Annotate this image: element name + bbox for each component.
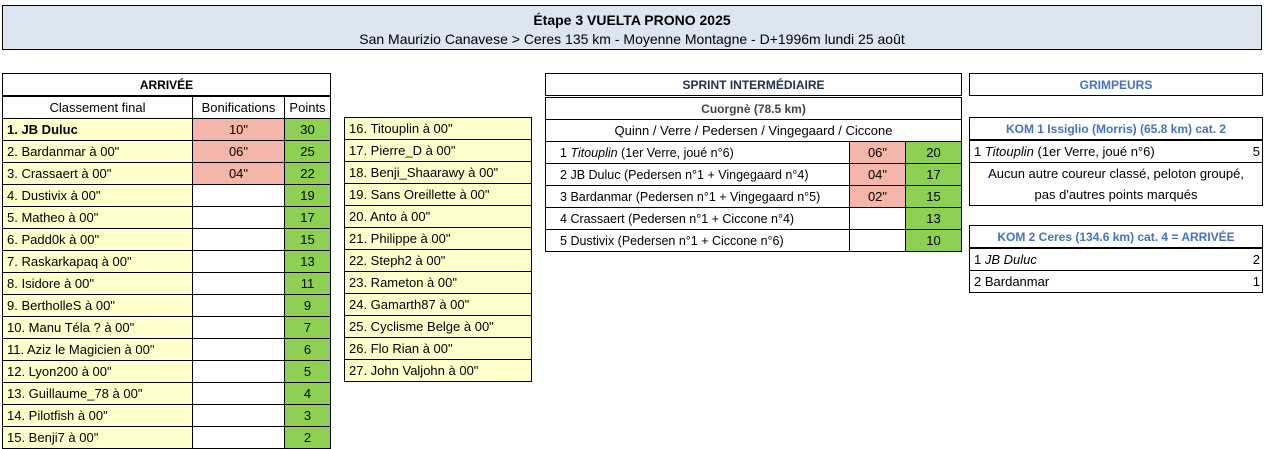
arrivee-row xyxy=(3,251,331,273)
sprint-rider: Dustivix xyxy=(570,233,615,248)
arrivee-rider: 20. Anto à 00" xyxy=(345,206,532,228)
stage-header xyxy=(2,5,1262,50)
kom1-points: 5 xyxy=(1247,140,1263,163)
arrivee-points: 4 xyxy=(285,383,331,405)
arrivee-points: 3 xyxy=(285,405,331,427)
kom1-rank: 1 xyxy=(974,143,982,159)
col-points: Points xyxy=(285,96,331,119)
sprint-row xyxy=(546,186,962,208)
sprint-detail: (1er Verre, joué n°6) xyxy=(617,145,734,160)
arrivee-rider: 17. Pierre_D à 00" xyxy=(345,140,532,162)
arrivee-row xyxy=(345,360,532,382)
sprint-detail: (Pedersen n°1 + Vingegaard n°4) xyxy=(620,167,809,182)
arrivee-bonif xyxy=(193,361,285,383)
sprint-row xyxy=(546,142,962,164)
arrivee-row xyxy=(345,140,532,162)
kom1-row xyxy=(970,140,1263,163)
arrivee-rider: 18. Benji_Shaarawy à 00" xyxy=(345,162,532,184)
grimpeurs-table xyxy=(969,73,1263,96)
arrivee-rider: 11. Aziz le Magicien à 00" xyxy=(3,339,193,361)
arrivee-rider: 5. Matheo à 00" xyxy=(3,207,193,229)
kom2-points: 2 xyxy=(1247,248,1263,271)
arrivee-points: 19 xyxy=(285,185,331,207)
sprint-points: 17 xyxy=(906,164,962,186)
kom2-rider: JB Duluc xyxy=(984,251,1037,267)
kom2-table xyxy=(969,225,1263,293)
arrivee-rider: 4. Dustivix à 00" xyxy=(3,185,193,207)
arrivee-row xyxy=(345,228,532,250)
arrivee-points: 11 xyxy=(285,273,331,295)
kom1-title: KOM 1 Issiglio (Morris) (65.8 km) cat. 2 xyxy=(970,118,1263,141)
kom2-rider: Bardanmar xyxy=(984,273,1050,289)
arrivee-bonif: 04" xyxy=(193,163,285,185)
arrivee-bonif xyxy=(193,317,285,339)
arrivee-bonif xyxy=(193,273,285,295)
arrivee-points: 7 xyxy=(285,317,331,339)
sprint-row xyxy=(546,164,962,186)
arrivee-bonif xyxy=(193,427,285,449)
arrivee-row xyxy=(345,272,532,294)
arrivee-rider: 12. Lyon200 à 00" xyxy=(3,361,193,383)
arrivee-row xyxy=(345,316,532,338)
sprint-rank: 2 xyxy=(560,167,567,182)
arrivee-table-continued xyxy=(344,117,532,382)
sprint-riders: Quinn / Verre / Pedersen / Vingegaard / Ciccone xyxy=(546,120,962,142)
arrivee-points: 5 xyxy=(285,361,331,383)
sprint-rider: Titouplin xyxy=(570,145,618,160)
sprint-rank: 1 xyxy=(560,145,567,160)
kom1-table xyxy=(969,117,1263,206)
arrivee-bonif: 10" xyxy=(193,119,285,141)
arrivee-bonif xyxy=(193,295,285,317)
arrivee-points: 25 xyxy=(285,141,331,163)
arrivee-row xyxy=(3,185,331,207)
sprint-rider-cell xyxy=(546,142,850,164)
kom1-note-1: Aucun autre coureur classé, peloton groupé, xyxy=(970,163,1263,185)
kom1-detail: (1er Verre, joué n°6) xyxy=(1033,143,1155,159)
sprint-bonif: 04" xyxy=(850,164,906,186)
sprint-table xyxy=(545,73,962,252)
arrivee-points: 30 xyxy=(285,119,331,141)
sprint-rider-cell xyxy=(546,230,850,252)
arrivee-rider: 2. Bardanmar à 00" xyxy=(3,141,193,163)
sprint-rank: 3 xyxy=(560,189,567,204)
arrivee-row xyxy=(3,273,331,295)
col-bonifications: Bonifications xyxy=(193,96,285,119)
sprint-rider: Crassaert xyxy=(570,211,625,226)
arrivee-rider: 26. Flo Rian à 00" xyxy=(345,338,532,360)
arrivee-bonif xyxy=(193,251,285,273)
kom2-points: 1 xyxy=(1247,271,1263,293)
arrivee-bonif xyxy=(193,207,285,229)
arrivee-points: 17 xyxy=(285,207,331,229)
arrivee-rider: 24. Gamarth87 à 00" xyxy=(345,294,532,316)
kom2-title: KOM 2 Ceres (134.6 km) cat. 4 = ARRIVÉE xyxy=(970,226,1263,249)
arrivee-rider: 10. Manu Téla ? à 00" xyxy=(3,317,193,339)
kom2-rank: 2 xyxy=(974,273,982,289)
kom1-rider: Titouplin xyxy=(984,143,1034,159)
arrivee-rider: 14. Pilotfish à 00" xyxy=(3,405,193,427)
sprint-rank: 4 xyxy=(560,211,567,226)
sprint-bonif: 06" xyxy=(850,142,906,164)
sprint-detail: (Pedersen n°1 + Ciccone n°6) xyxy=(614,233,784,248)
sprint-points: 20 xyxy=(906,142,962,164)
arrivee-rider: 21. Philippe à 00" xyxy=(345,228,532,250)
sprint-row xyxy=(546,208,962,230)
kom1-note-2: pas d'autres points marqués xyxy=(970,184,1263,206)
sprint-rider-cell xyxy=(546,208,850,230)
arrivee-points: 9 xyxy=(285,295,331,317)
arrivee-rider: 27. John Valjohn à 00" xyxy=(345,360,532,382)
arrivee-rider: 7. Raskarkapaq à 00" xyxy=(3,251,193,273)
arrivee-points: 2 xyxy=(285,427,331,449)
arrivee-rider: 22. Steph2 à 00" xyxy=(345,250,532,272)
arrivee-row xyxy=(3,207,331,229)
arrivee-row xyxy=(345,162,532,184)
sprint-row xyxy=(546,230,962,252)
kom2-row xyxy=(970,271,1263,293)
arrivee-row xyxy=(345,294,532,316)
arrivee-bonif: 06" xyxy=(193,141,285,163)
arrivee-rider: 16. Titouplin à 00" xyxy=(345,118,532,140)
sprint-rider: Bardanmar xyxy=(570,189,633,204)
arrivee-row xyxy=(3,141,331,163)
sprint-detail: (Pedersen n°1 + Vingegaard n°5) xyxy=(632,189,821,204)
arrivee-row xyxy=(3,119,331,141)
arrivee-row xyxy=(345,250,532,272)
arrivee-row xyxy=(3,163,331,185)
arrivee-bonif xyxy=(193,185,285,207)
sprint-bonif xyxy=(850,208,906,230)
arrivee-row xyxy=(345,118,532,140)
arrivee-row xyxy=(3,405,331,427)
arrivee-row xyxy=(3,361,331,383)
sprint-detail: (Pedersen n°1 + Ciccone n°4) xyxy=(624,211,795,226)
arrivee-points: 13 xyxy=(285,251,331,273)
arrivee-title: ARRIVÉE xyxy=(3,74,331,97)
arrivee-row xyxy=(345,184,532,206)
grimpeurs-title: GRIMPEURS xyxy=(970,74,1263,96)
sprint-bonif: 02" xyxy=(850,186,906,208)
arrivee-table xyxy=(2,73,331,449)
arrivee-rider: 25. Cyclisme Belge à 00" xyxy=(345,316,532,338)
arrivee-row xyxy=(3,383,331,405)
arrivee-row xyxy=(3,317,331,339)
arrivee-rider: 9. BertholleS à 00" xyxy=(3,295,193,317)
arrivee-rider: 6. Padd0k à 00" xyxy=(3,229,193,251)
kom2-rank: 1 xyxy=(974,251,982,267)
sprint-rider-cell xyxy=(546,164,850,186)
arrivee-row xyxy=(3,339,331,361)
stage-subtitle: San Maurizio Canavese > Ceres 135 km - Moyenne Montagne - D+1996m lundi 25 août xyxy=(359,31,905,47)
arrivee-row xyxy=(345,206,532,228)
sprint-title: SPRINT INTERMÉDIAIRE xyxy=(546,74,962,96)
arrivee-bonif xyxy=(193,383,285,405)
sprint-points: 10 xyxy=(906,230,962,252)
sprint-rider: JB Duluc xyxy=(570,167,621,182)
sprint-bonif xyxy=(850,230,906,252)
arrivee-rider: 15. Benji7 à 00" xyxy=(3,427,193,449)
stage-title: Étape 3 VUELTA PRONO 2025 xyxy=(533,12,731,28)
sprint-location: Cuorgnè (78.5 km) xyxy=(546,98,962,120)
arrivee-row xyxy=(3,229,331,251)
arrivee-rider: 8. Isidore à 00" xyxy=(3,273,193,295)
sprint-rider-cell xyxy=(546,186,850,208)
col-classement: Classement final xyxy=(3,96,193,119)
arrivee-points: 22 xyxy=(285,163,331,185)
sprint-rank: 5 xyxy=(560,233,567,248)
arrivee-row xyxy=(3,295,331,317)
arrivee-points: 6 xyxy=(285,339,331,361)
arrivee-rider: 13. Guillaume_78 à 00" xyxy=(3,383,193,405)
arrivee-bonif xyxy=(193,405,285,427)
arrivee-rider: 19. Sans Oreillette à 00" xyxy=(345,184,532,206)
arrivee-row xyxy=(345,338,532,360)
arrivee-bonif xyxy=(193,339,285,361)
arrivee-rider: 23. Rameton à 00" xyxy=(345,272,532,294)
arrivee-points: 15 xyxy=(285,229,331,251)
arrivee-bonif xyxy=(193,229,285,251)
arrivee-row xyxy=(3,427,331,449)
sprint-points: 13 xyxy=(906,208,962,230)
arrivee-rider: 1. JB Duluc xyxy=(3,119,193,141)
sprint-points: 15 xyxy=(906,186,962,208)
kom2-row xyxy=(970,248,1263,271)
arrivee-rider: 3. Crassaert à 00" xyxy=(3,163,193,185)
